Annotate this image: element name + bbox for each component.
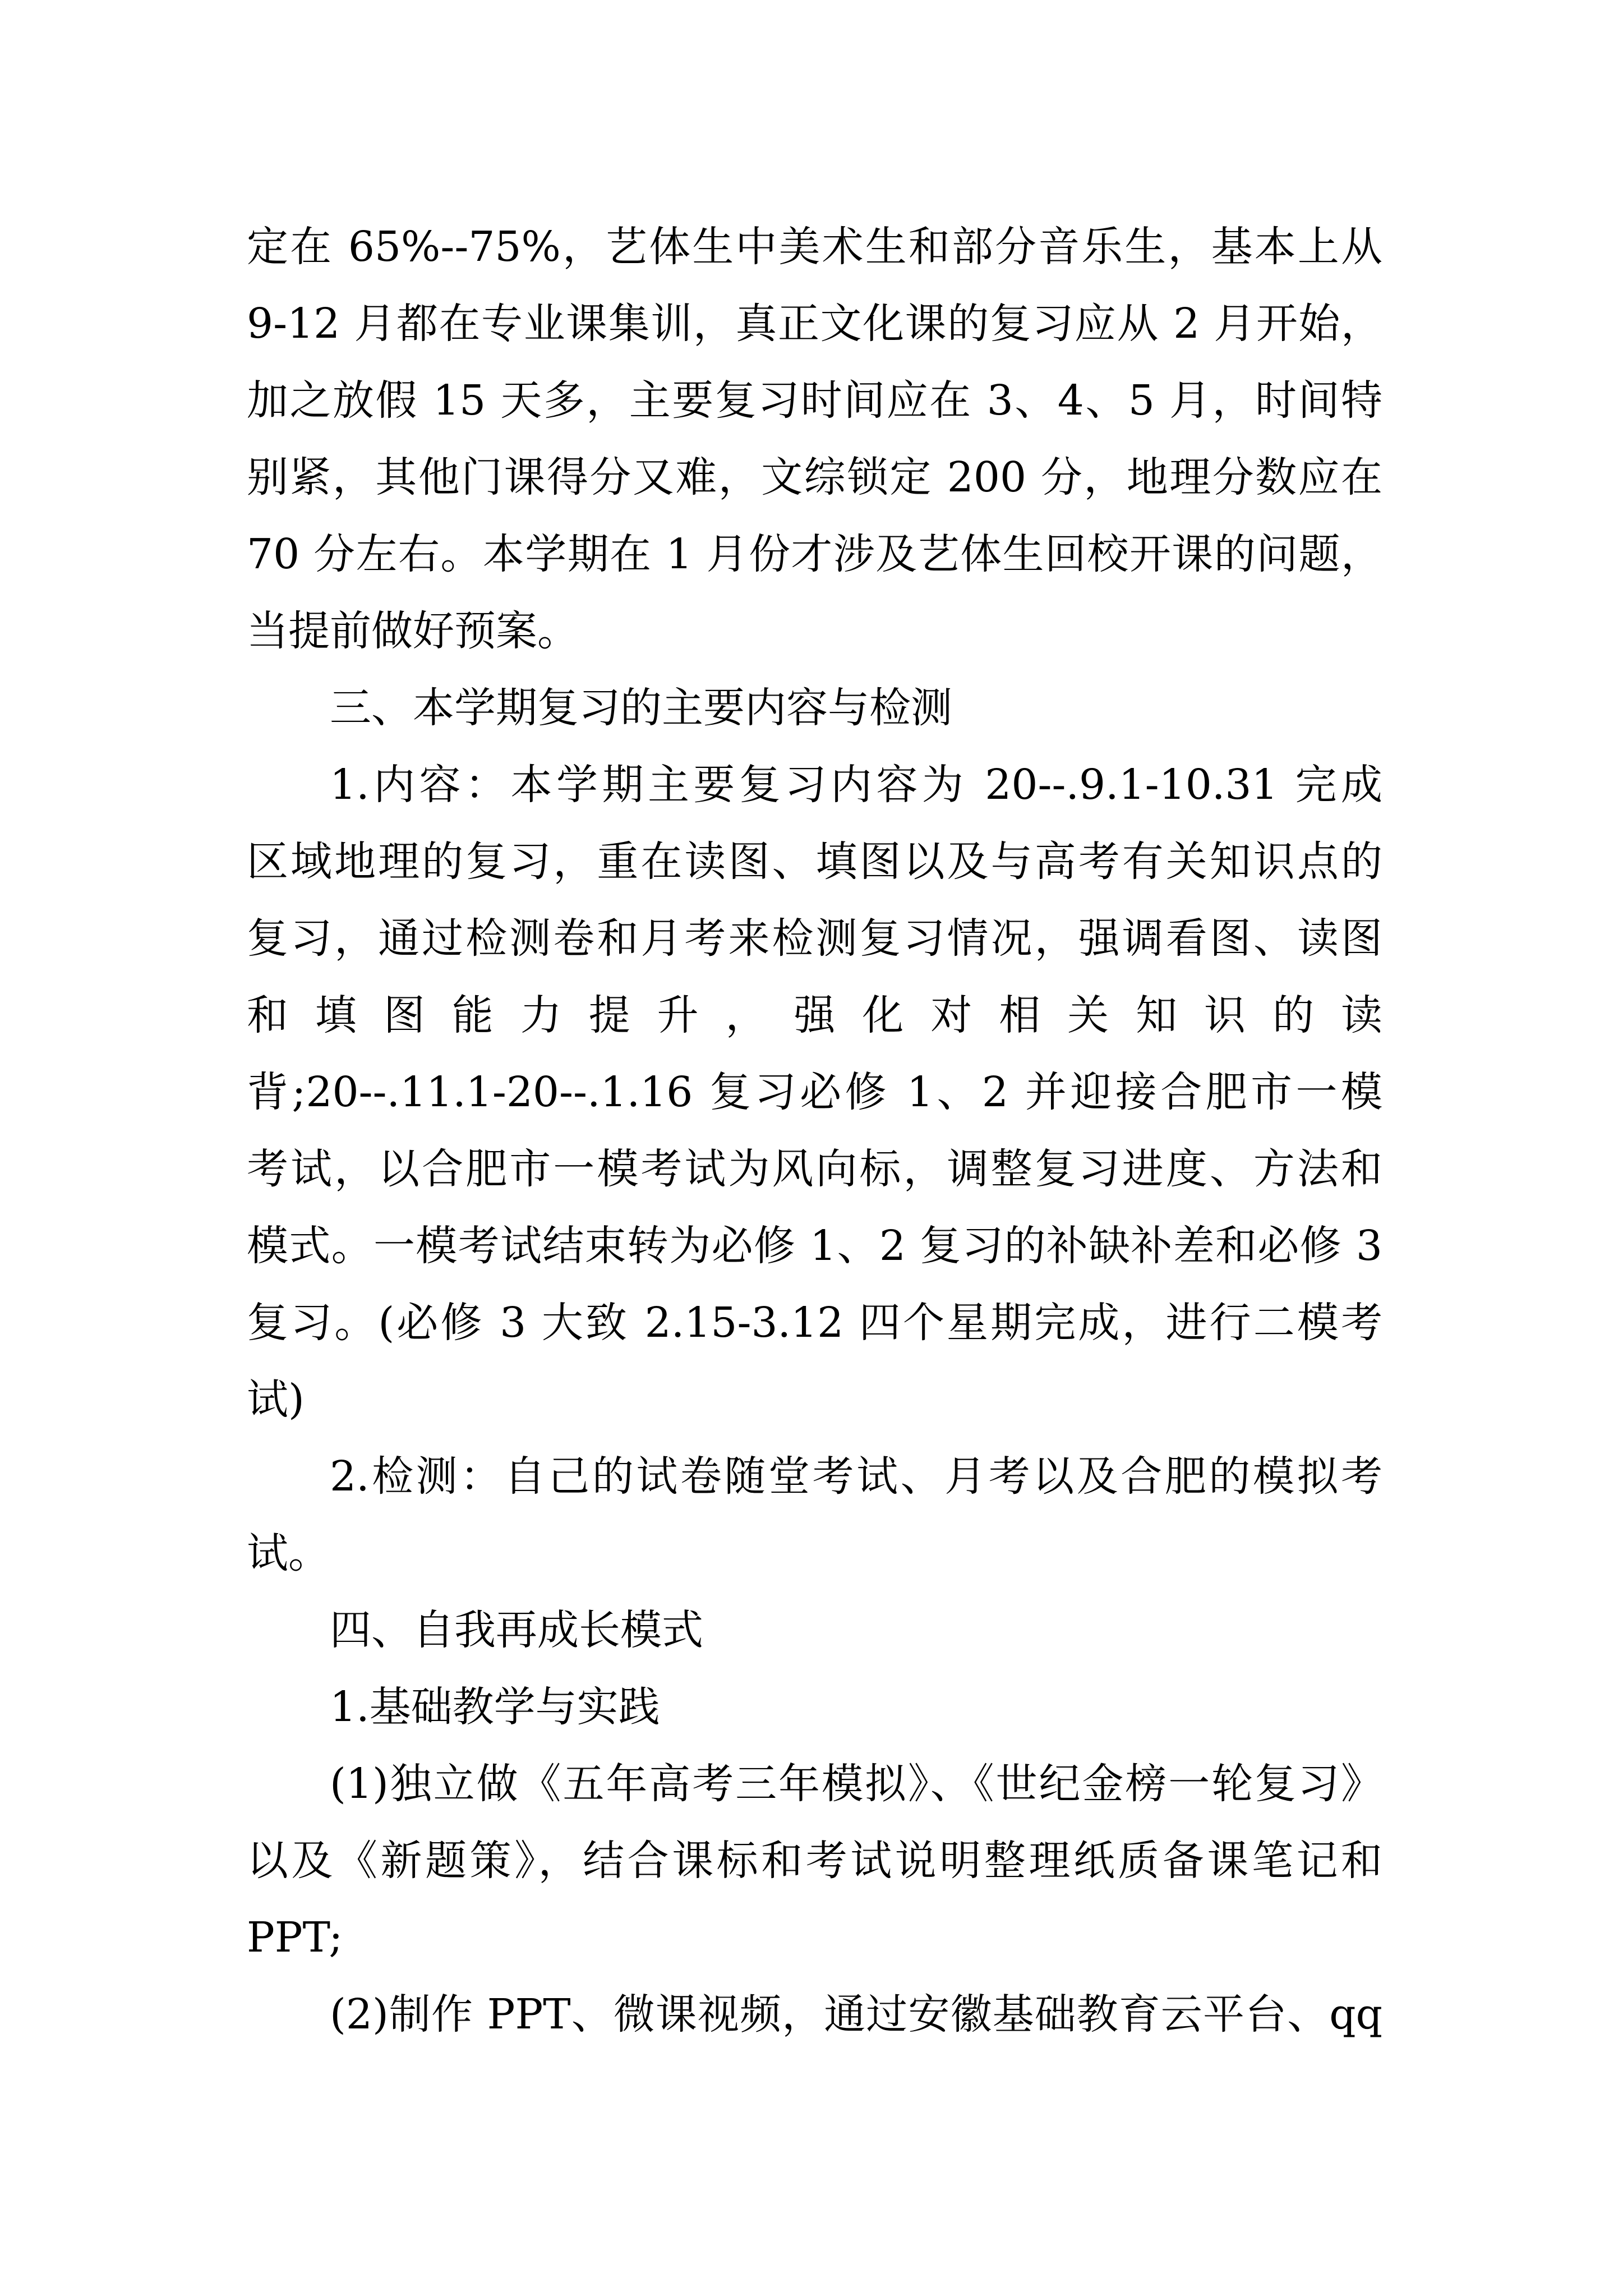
text-line: (2)制作 PPT、微课视频，通过安徽基础教育云平台、qq bbox=[330, 1990, 1382, 2039]
heading-text: 三、本学期复习的主要内容与检测 bbox=[330, 684, 952, 732]
text-line: 复习。(必修 3 大致 2.15-3.12 四个星期完成，进行二模考 bbox=[247, 1299, 1382, 1347]
text-line: 70 分左右。本学期在 1 月份才涉及艺体生回校开课的问题， bbox=[247, 530, 1382, 578]
paragraph-content-plan bbox=[247, 747, 1382, 1438]
text-line: 试。 bbox=[247, 1529, 330, 1577]
text-line: (1)独立做《五年高考三年模拟》、《世纪金榜一轮复习》 bbox=[330, 1760, 1382, 1808]
list-item-1 bbox=[247, 1746, 1382, 1976]
text-line: 9-12 月都在专业课集训，真正文化课的复习应从 2 月开始， bbox=[247, 300, 1382, 348]
text-line: 和 填 图 能 力 提 升 ， 强 化 对 相 关 知 识 的 读 bbox=[247, 991, 1382, 1039]
text-line: PPT; bbox=[247, 1913, 343, 1962]
section-heading-3 bbox=[247, 670, 1382, 747]
paragraph-enrollment-analysis bbox=[247, 209, 1382, 670]
text-line: 复习，通过检测卷和月考来检测复习情况，强调看图、读图 bbox=[247, 914, 1382, 963]
text-line: 区域地理的复习，重在读图、填图以及与高考有关知识点的 bbox=[247, 838, 1382, 886]
heading-text: 四、自我再成长模式 bbox=[330, 1606, 703, 1654]
heading-text: 1.基础教学与实践 bbox=[330, 1683, 660, 1731]
paragraph-testing bbox=[247, 1438, 1382, 1592]
subsection-heading-basic-teaching bbox=[247, 1669, 1382, 1746]
text-line: 别紧，其他门课得分又难，文综锁定 200 分，地理分数应在 bbox=[247, 453, 1382, 501]
section-heading-4 bbox=[247, 1592, 1382, 1669]
text-line: 加之放假 15 天多，主要复习时间应在 3、4、5 月，时间特 bbox=[247, 376, 1382, 425]
text-line: 定在 65%--75%，艺体生中美术生和部分音乐生，基本上从 bbox=[247, 223, 1382, 271]
text-line: 模式。一模考试结束转为必修 1、2 复习的补缺补差和必修 3 bbox=[247, 1222, 1382, 1270]
document-body bbox=[247, 209, 1382, 2053]
text-line: 考试，以合肥市一模考试为风向标，调整复习进度、方法和 bbox=[247, 1145, 1382, 1193]
text-line: 背;20--.11.1-20--.1.16 复习必修 1、2 并迎接合肥市一模 bbox=[247, 1068, 1382, 1116]
text-line: 1.内容：本学期主要复习内容为 20--.9.1-10.31 完成 bbox=[330, 761, 1382, 809]
text-line: 试) bbox=[247, 1375, 305, 1424]
text-line: 2.检测：自己的试卷随堂考试、月考以及合肥的模拟考 bbox=[330, 1452, 1382, 1501]
list-item-2 bbox=[247, 1976, 1382, 2053]
text-line: 当提前做好预案。 bbox=[247, 607, 579, 655]
text-line: 以及《新题策》，结合课标和考试说明整理纸质备课笔记和 bbox=[247, 1837, 1382, 1885]
